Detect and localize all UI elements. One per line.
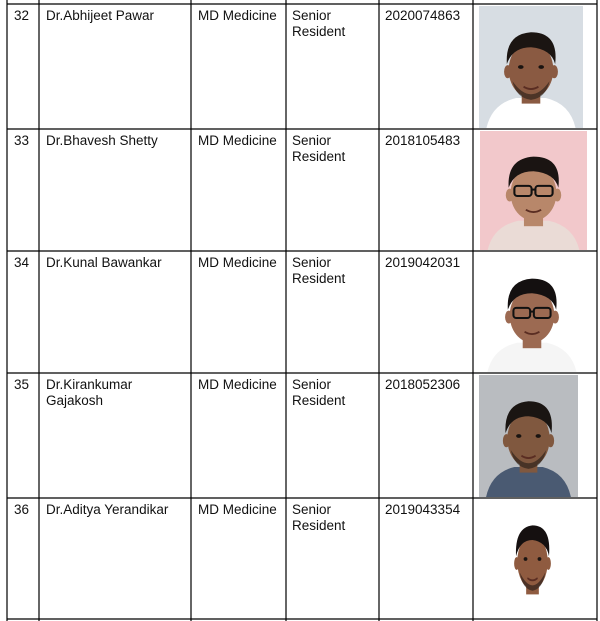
portrait-photo xyxy=(480,253,584,372)
doctor-name: Dr.Kirankumar Gajakosh xyxy=(46,377,133,408)
portrait-photo xyxy=(480,131,587,250)
registration-number: 2018052306 xyxy=(385,377,461,392)
serial-number: 36 xyxy=(14,502,30,517)
qualification: MD Medicine xyxy=(198,8,277,23)
registration-number: 2020074863 xyxy=(385,8,461,23)
portrait-photo xyxy=(497,500,568,618)
doctor-name: Dr.Abhijeet Pawar xyxy=(46,8,155,23)
registration-number: 2019042031 xyxy=(385,255,461,270)
qualification: MD Medicine xyxy=(198,377,277,392)
doctor-name: Dr.Kunal Bawankar xyxy=(46,255,162,270)
designation: Senior Resident xyxy=(292,133,346,164)
doctor-photo xyxy=(480,131,587,250)
qualification: MD Medicine xyxy=(198,255,277,270)
serial-number: 35 xyxy=(14,377,30,392)
registration-number: 2019043354 xyxy=(385,502,461,517)
designation: Senior Resident xyxy=(292,377,346,408)
doctor-photo xyxy=(480,253,584,372)
designation: Senior Resident xyxy=(292,255,346,286)
designation: Senior Resident xyxy=(292,502,346,533)
serial-number: 34 xyxy=(14,255,30,270)
doctor-name: Dr.Aditya Yerandikar xyxy=(46,502,169,517)
doctor-photo xyxy=(497,500,568,618)
registration-number: 2018105483 xyxy=(385,133,461,148)
serial-number: 32 xyxy=(14,8,30,23)
qualification: MD Medicine xyxy=(198,133,277,148)
doctor-name: Dr.Bhavesh Shetty xyxy=(46,133,158,148)
doctor-photo xyxy=(479,6,583,128)
serial-number: 33 xyxy=(14,133,30,148)
portrait-photo xyxy=(479,375,578,497)
designation: Senior Resident xyxy=(292,8,346,39)
qualification: MD Medicine xyxy=(198,502,277,517)
portrait-photo xyxy=(479,6,583,128)
doctor-photo xyxy=(479,375,578,497)
